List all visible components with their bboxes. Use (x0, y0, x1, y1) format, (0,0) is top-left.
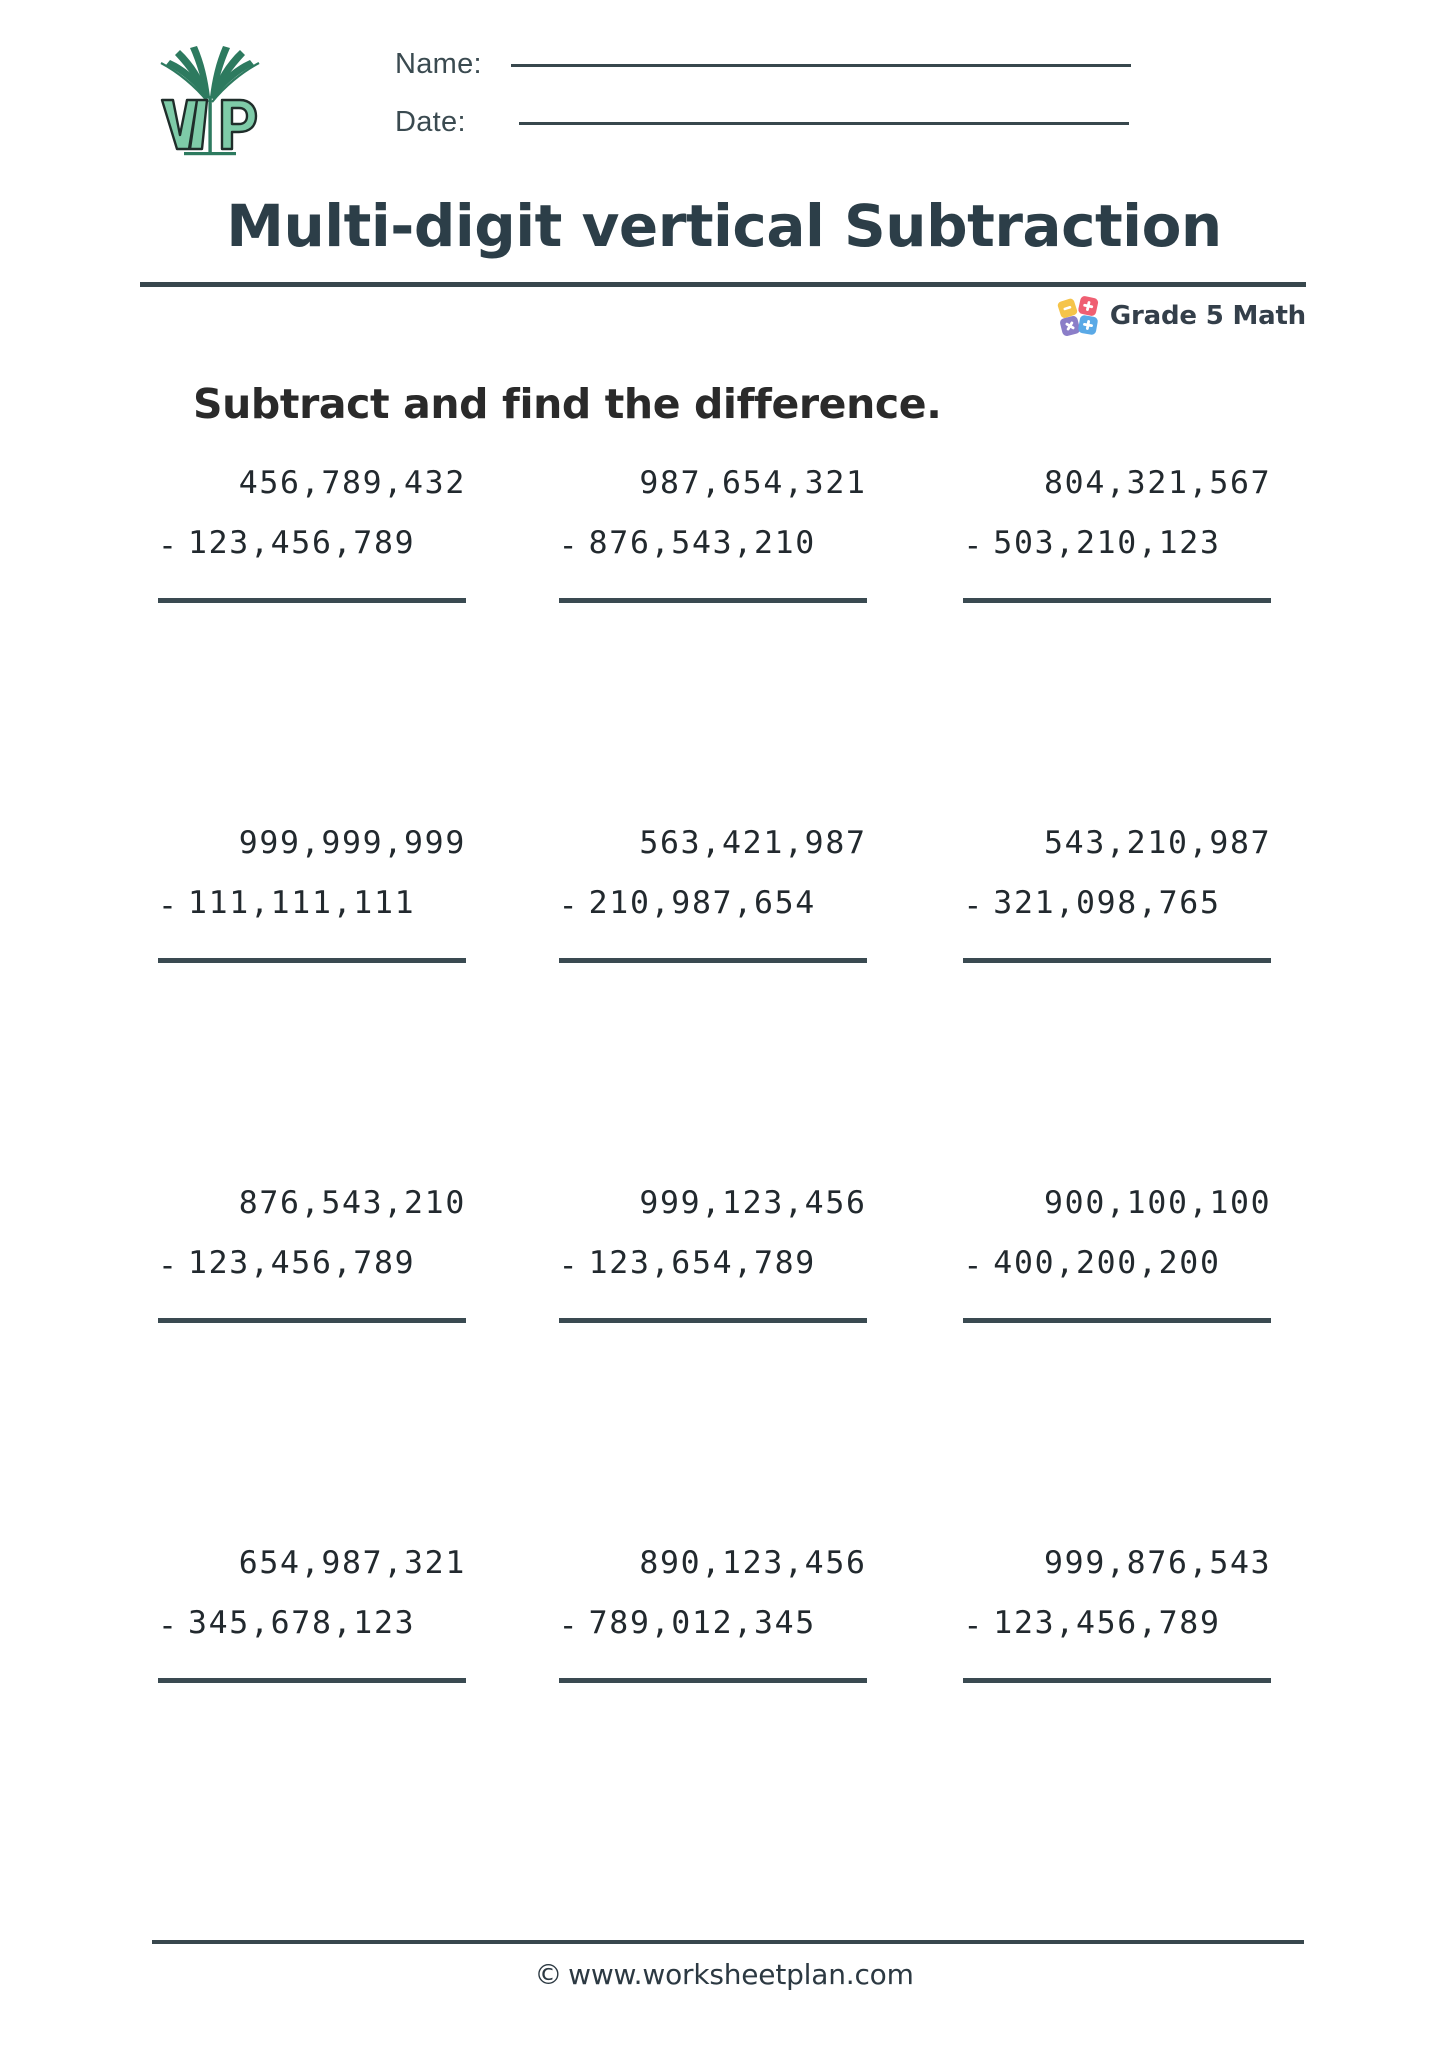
date-field-row (395, 106, 1135, 164)
problem-item (923, 1182, 1310, 1542)
copyright-icon: © (534, 1958, 563, 1991)
operator: - (158, 527, 177, 564)
problem-item (150, 1542, 537, 1902)
subtrahend: 321,098,765 (993, 884, 1221, 921)
name-field-row (395, 48, 1135, 106)
student-fields (395, 48, 1135, 164)
problem-item (150, 822, 537, 1182)
footer-url[interactable]: www.worksheetplan.com (568, 1958, 914, 1991)
footer (0, 1958, 1448, 1991)
date-label: Date: (395, 106, 466, 138)
problem-item (537, 1182, 924, 1542)
operator: - (963, 1607, 983, 1644)
minuend: 804,321,567 (1044, 465, 1272, 501)
subtrahend: 123,456,789 (187, 524, 416, 561)
subtrahend: 345,678,123 (187, 1604, 416, 1641)
problem-item (537, 462, 924, 822)
answer-rule[interactable] (963, 1678, 1271, 1683)
minuend: 654,987,321 (238, 1545, 466, 1581)
minuend: 563,421,987 (639, 825, 867, 861)
operator: - (963, 887, 983, 924)
problem-item (537, 822, 924, 1182)
worksheet-header (0, 0, 1448, 210)
answer-rule[interactable] (963, 598, 1271, 603)
operator: - (158, 1607, 177, 1644)
minuend: 456,789,432 (238, 465, 466, 501)
grade-label: Grade 5 Math (1109, 301, 1306, 331)
problem-item (923, 1542, 1310, 1902)
subtrahend: 876,543,210 (588, 524, 816, 561)
problem-item (923, 822, 1310, 1182)
subtrahend: 400,200,200 (993, 1244, 1221, 1281)
answer-rule[interactable] (158, 598, 466, 603)
operator: - (558, 527, 578, 564)
problem-grid (150, 462, 1310, 1902)
answer-rule[interactable] (158, 1678, 466, 1683)
subtrahend: 123,654,789 (588, 1244, 816, 1281)
problem-item (150, 1182, 537, 1542)
subtrahend: 123,456,789 (187, 1244, 416, 1281)
answer-rule[interactable] (559, 958, 867, 963)
answer-rule[interactable] (559, 1678, 867, 1683)
minuend: 999,123,456 (639, 1185, 867, 1221)
subtrahend: 123,456,789 (993, 1604, 1221, 1641)
book-rays (166, 46, 254, 99)
worksheetplan-logo (140, 36, 280, 161)
problem-item (537, 1542, 924, 1902)
math-tiles-icon (1057, 295, 1101, 337)
name-label: Name: (395, 48, 482, 80)
subtrahend: 210,987,654 (588, 884, 816, 921)
operator: - (558, 1607, 578, 1644)
operator: - (558, 1247, 578, 1284)
operator: - (558, 887, 578, 924)
page-title: Multi-digit vertical Subtraction (226, 192, 1222, 260)
answer-rule[interactable] (963, 1318, 1271, 1323)
instruction-text: Subtract and find the difference. (193, 380, 942, 428)
name-input-line[interactable] (511, 64, 1131, 67)
minuend: 900,100,100 (1044, 1185, 1272, 1221)
subtrahend: 111,111,111 (187, 884, 416, 921)
operator: - (158, 1247, 177, 1284)
minuend: 890,123,456 (639, 1545, 867, 1581)
date-input-line[interactable] (519, 122, 1129, 125)
answer-rule[interactable] (559, 598, 867, 603)
subtrahend: 503,210,123 (993, 524, 1221, 561)
answer-rule[interactable] (158, 958, 466, 963)
minuend: 876,543,210 (238, 1185, 466, 1221)
grade-badge (1057, 295, 1306, 337)
operator: - (158, 887, 177, 924)
footer-divider (152, 1940, 1304, 1944)
answer-rule[interactable] (158, 1318, 466, 1323)
operator: - (963, 1247, 983, 1284)
problem-item (923, 462, 1310, 822)
subtrahend: 789,012,345 (588, 1604, 816, 1641)
minuend: 999,999,999 (238, 825, 466, 861)
header-divider (140, 282, 1306, 287)
minuend: 999,876,543 (1044, 1545, 1272, 1581)
operator: - (963, 527, 983, 564)
answer-rule[interactable] (559, 1318, 867, 1323)
minuend: 543,210,987 (1044, 825, 1272, 861)
problem-item (150, 462, 537, 822)
minuend: 987,654,321 (639, 465, 867, 501)
answer-rule[interactable] (963, 958, 1271, 963)
